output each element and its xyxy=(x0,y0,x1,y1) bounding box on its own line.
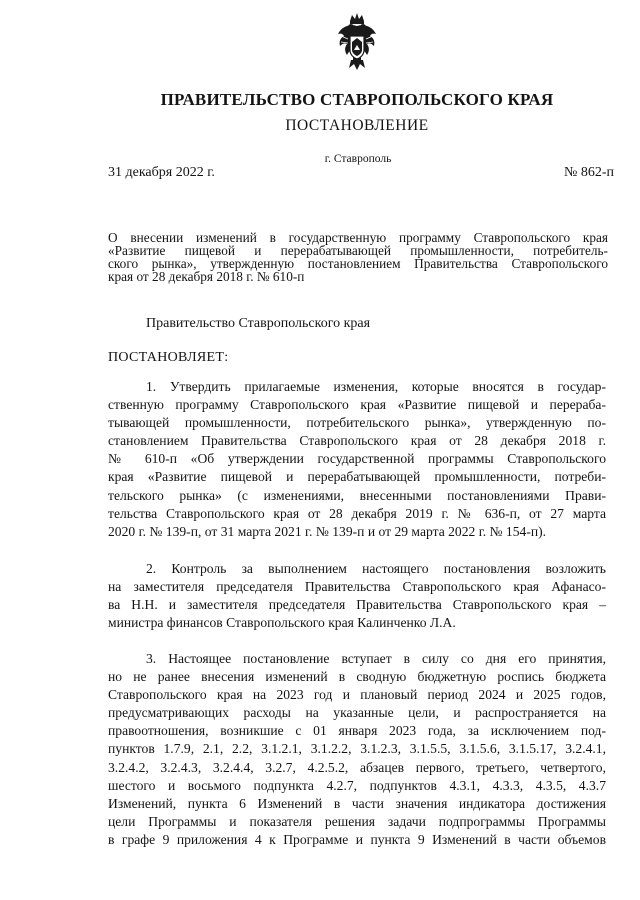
document-subject xyxy=(108,231,608,283)
paragraph-line: 3. Настоящее постановление вступает в силу со дня его принятия, xyxy=(146,651,606,666)
paragraph-line: предусматривающих расходы на указанные цели, и распространяется на xyxy=(108,705,606,721)
paragraph-line: тельства Ставропольского края от 28 декабря 2019 г. № 636-п, от 27 марта xyxy=(108,505,606,521)
paragraph-line: Изменений, пункта 6 Изменений в части значения индикатора достижения xyxy=(108,795,606,811)
preamble: Правительство Ставропольского края xyxy=(146,316,371,331)
paragraph-line: ственную программу Ставропольского края «Развитие пищевой и перераба- xyxy=(108,397,606,413)
paragraph-line: 3.2.4.2, 3.2.4.3, 3.2.4.4, 3.2.7, 4.2.5.2, абзацев первого, третьего, четвертого, xyxy=(108,759,606,775)
paragraph-line: 2. Контроль за выполнением настоящего постановления возложить xyxy=(146,561,606,576)
paragraph-line: края «Развитие пищевой и перерабатывающей промышленности, потреби- xyxy=(108,469,606,485)
city-label: г. Ставрополь xyxy=(324,153,392,165)
document-number: № 862-п xyxy=(563,165,614,180)
paragraph-line: пунктов 1.7.9, 2.1, 2.2, 3.1.2.1, 3.1.2.2, 3.1.2.3, 3.1.5.5, 3.1.5.6, 3.1.5.17, 3.2.4.1, xyxy=(108,741,606,757)
paragraph-line: министра финансов Ставропольского края Калинченко Л.А. xyxy=(108,615,456,631)
subject-line: «Развитие пищевой и перерабатывающей промышленности, потребитель- xyxy=(108,243,608,258)
document-type: ПОСТАНОВЛЕНИЕ xyxy=(285,117,429,134)
paragraph-line: цели Программы и показателя решения задачи подпрограммы Программы xyxy=(108,813,606,829)
subject-line: края от 28 декабря 2018 г. № 610-п xyxy=(108,269,305,284)
paragraph-3 xyxy=(108,650,606,849)
document-date: 31 декабря 2022 г. xyxy=(108,165,215,180)
paragraph-line: на заместителя председателя Правительства Ставропольского края Афанасо- xyxy=(108,579,606,595)
paragraph-line: 1. Утвердить прилагаемые изменения, которые вносятся в государ- xyxy=(146,379,606,394)
subject-line: ского рынка», утвержденную постановлением Правительства Ставропольского xyxy=(108,256,608,271)
paragraph-line: № 610-п «Об утверждении государственной программы Ставропольского xyxy=(108,451,606,467)
paragraph-line: ва Н.Н. и заместителя председателя Правительства Ставропольского края – xyxy=(108,597,606,613)
paragraph-line: становлением Правительства Ставропольского края от 28 декабря 2018 г. xyxy=(108,433,606,449)
paragraph-line: Ставропольского края на 2023 год и плановый период 2024 и 2025 годов, xyxy=(108,687,606,703)
decree-word: ПОСТАНОВЛЯЕТ: xyxy=(108,350,229,365)
paragraph-line: 2020 г. № 139-п, от 31 марта 2021 г. № 139-п и от 29 марта 2022 г. № 154-п). xyxy=(108,523,547,539)
paragraph-line: правоотношения, возникшие с 01 января 2023 года, за исключением под- xyxy=(108,723,606,739)
paragraph-2 xyxy=(108,560,606,632)
paragraph-1 xyxy=(108,378,606,541)
paragraph-line: но не ранее внесения изменений в сводную бюджетную роспись бюджета xyxy=(108,669,606,685)
paragraph-line: в графе 9 приложения 4 к Программе и пункта 9 Изменений в части объемов xyxy=(108,831,606,847)
paragraph-line: тельского рынка» (с изменениями, внесенными постановлениями Прави- xyxy=(108,487,606,503)
paragraph-line: тывающей промышленности, потребительского рынка», утвержденную по- xyxy=(108,415,606,431)
coat-of-arms-icon xyxy=(336,12,378,74)
paragraph-line: шестого и восьмого подпункта 4.2.7, подпунктов 4.3.1, 4.3.3, 4.3.5, 4.3.7 xyxy=(108,777,606,793)
subject-line: О внесении изменений в государственную программу Ставропольского края xyxy=(108,230,608,245)
government-title: ПРАВИТЕЛЬСТВО СТАВРОПОЛЬСКОГО КРАЯ xyxy=(160,90,554,109)
